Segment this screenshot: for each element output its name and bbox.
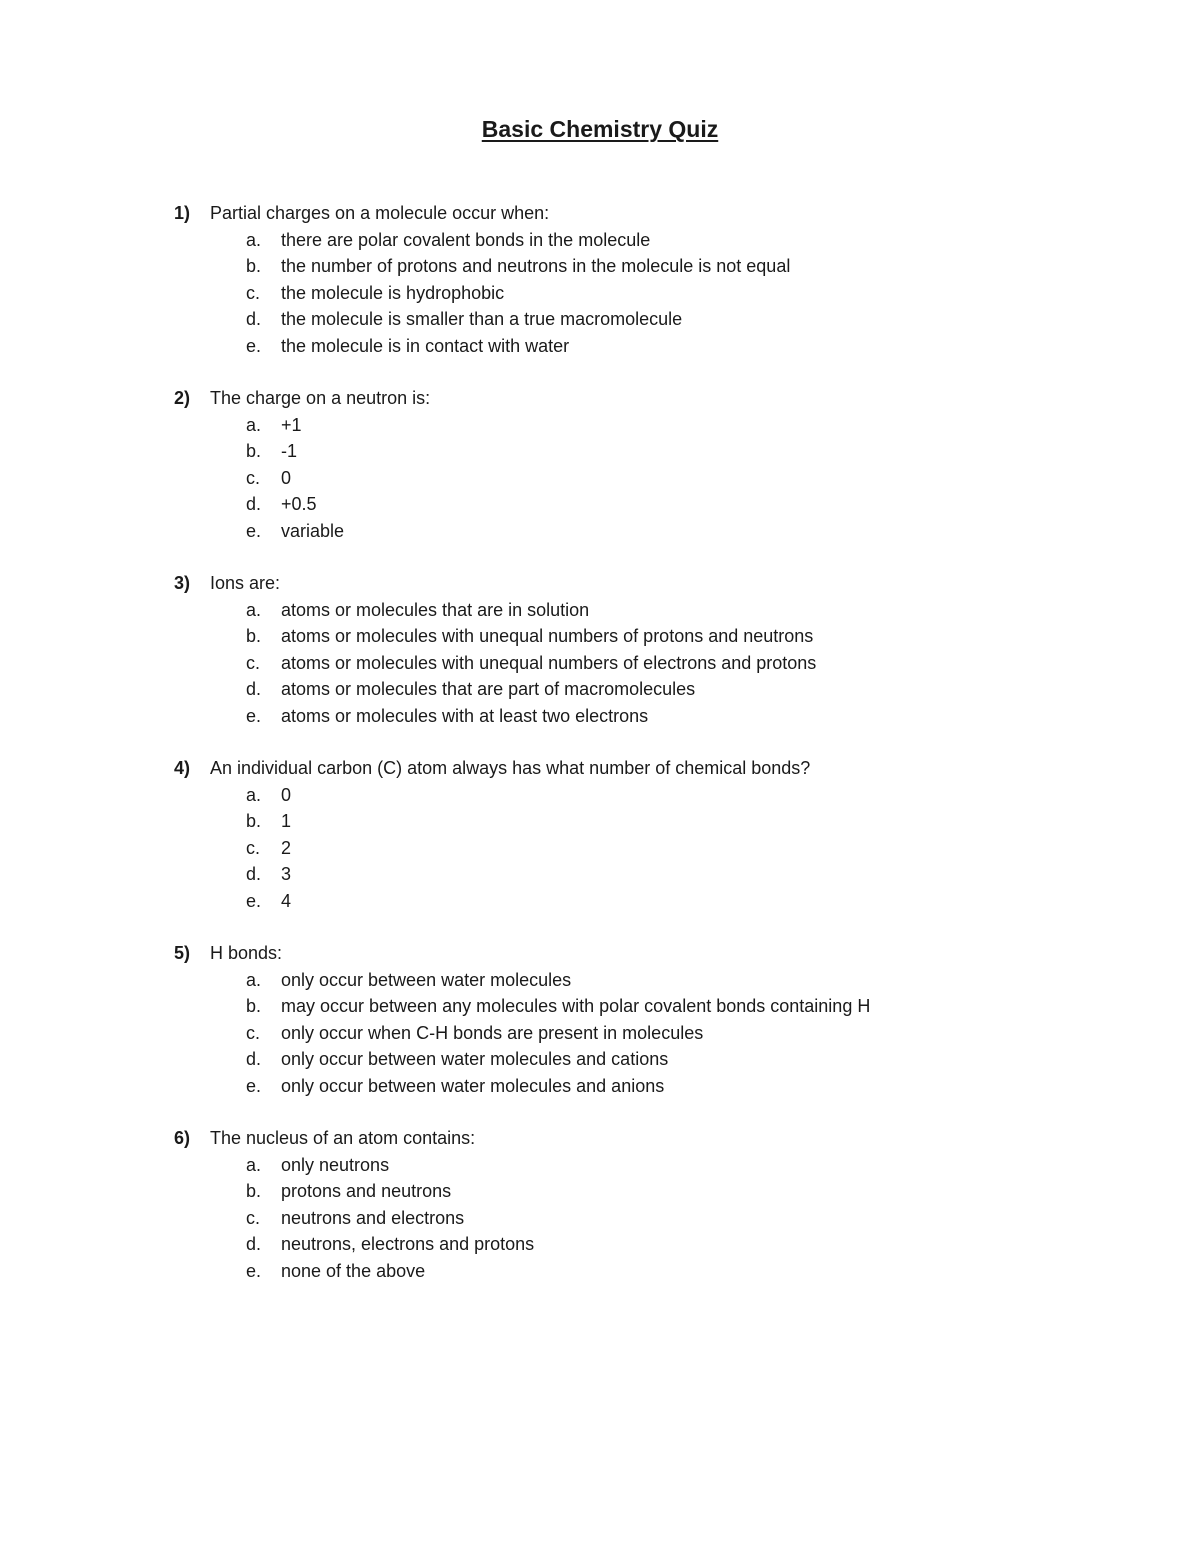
option-text: neutrons, electrons and protons	[281, 1234, 535, 1254]
question-text: H bonds:	[210, 943, 283, 963]
answer-option	[0, 1046, 1200, 1073]
answer-option	[0, 465, 1200, 492]
option-letter: b.	[246, 256, 262, 276]
option-letter: a.	[246, 599, 262, 620]
option-text: atoms or molecules that are in solution	[281, 599, 590, 620]
option-letter: b.	[246, 811, 262, 831]
option-text: atoms or molecules with at least two electrons	[281, 705, 649, 726]
option-letter: c.	[246, 467, 261, 488]
option-text: 0	[281, 784, 292, 805]
option-text: only occur when C-H bonds are present in molecules	[281, 1022, 704, 1043]
option-letter: d.	[246, 494, 262, 514]
answer-option	[0, 1073, 1200, 1100]
option-text: +0.5	[281, 494, 317, 514]
answer-option	[0, 412, 1200, 439]
option-letter: c.	[246, 652, 261, 673]
answer-option	[0, 1020, 1200, 1047]
question-4	[0, 755, 1200, 914]
answer-option	[0, 491, 1200, 518]
option-text: there are polar covalent bonds in the molecule	[281, 229, 651, 250]
option-letter: d.	[246, 864, 262, 884]
answer-option	[0, 280, 1200, 307]
option-text: the number of protons and neutrons in the molecule is not equal	[281, 256, 791, 276]
option-letter: e.	[246, 1260, 262, 1281]
answer-option	[0, 676, 1200, 703]
question-list	[0, 200, 1200, 1310]
option-text: 1	[281, 811, 292, 831]
question-text: Ions are:	[210, 573, 281, 593]
answer-option	[0, 861, 1200, 888]
option-text: 2	[281, 837, 292, 858]
answer-option	[0, 650, 1200, 677]
question-text: The charge on a neutron is:	[210, 388, 431, 408]
option-letter: a.	[246, 414, 262, 435]
option-letter: e.	[246, 890, 262, 911]
option-letter: a.	[246, 784, 262, 805]
question-text: The nucleus of an atom contains:	[210, 1128, 476, 1148]
option-text: none of the above	[281, 1260, 426, 1281]
question-stem	[0, 755, 1200, 782]
option-text: -1	[281, 441, 298, 461]
option-text: 0	[281, 467, 292, 488]
answer-option	[0, 835, 1200, 862]
option-letter: c.	[246, 282, 261, 303]
question-number: 1)	[174, 203, 191, 223]
option-text: only neutrons	[281, 1154, 390, 1175]
question-number: 6)	[174, 1128, 191, 1148]
answer-option	[0, 703, 1200, 730]
answer-option	[0, 518, 1200, 545]
option-text: only occur between water molecules and cations	[281, 1049, 669, 1069]
question-5	[0, 940, 1200, 1099]
answer-option	[0, 1152, 1200, 1179]
option-text: atoms or molecules with unequal numbers of electrons and protons	[281, 652, 817, 673]
option-text: the molecule is smaller than a true macromolecule	[281, 309, 683, 329]
question-stem	[0, 570, 1200, 597]
question-text: An individual carbon (C) atom always has what number of chemical bonds?	[210, 758, 811, 778]
answer-option	[0, 623, 1200, 650]
question-stem	[0, 940, 1200, 967]
option-letter: d.	[246, 679, 262, 699]
option-letter: e.	[246, 335, 262, 356]
option-text: variable	[281, 520, 345, 541]
answer-option	[0, 888, 1200, 915]
page-title-text: Basic Chemistry Quiz	[481, 116, 719, 142]
option-letter: e.	[246, 520, 262, 541]
option-text: only occur between water molecules	[281, 969, 572, 990]
question-2	[0, 385, 1200, 544]
option-letter: b.	[246, 626, 262, 646]
question-1	[0, 200, 1200, 359]
option-letter: a.	[246, 1154, 262, 1175]
answer-option	[0, 782, 1200, 809]
option-text: protons and neutrons	[281, 1181, 452, 1201]
option-letter: a.	[246, 229, 262, 250]
answer-option	[0, 253, 1200, 280]
question-number: 5)	[174, 943, 191, 963]
answer-option	[0, 993, 1200, 1020]
answer-option	[0, 333, 1200, 360]
answer-option	[0, 306, 1200, 333]
question-number: 4)	[174, 758, 191, 778]
option-letter: c.	[246, 1022, 261, 1043]
answer-option	[0, 808, 1200, 835]
option-text: +1	[281, 414, 302, 435]
answer-option	[0, 227, 1200, 254]
option-letter: b.	[246, 1181, 262, 1201]
option-letter: c.	[246, 837, 261, 858]
option-letter: b.	[246, 996, 262, 1016]
option-text: 3	[281, 864, 292, 884]
question-number: 3)	[174, 573, 191, 593]
option-letter: e.	[246, 1075, 262, 1096]
question-stem	[0, 385, 1200, 412]
option-text: the molecule is hydrophobic	[281, 282, 505, 303]
option-letter: b.	[246, 441, 262, 461]
option-text: atoms or molecules that are part of macromolecules	[281, 679, 696, 699]
answer-option	[0, 967, 1200, 994]
option-text: the molecule is in contact with water	[281, 335, 570, 356]
option-letter: d.	[246, 1049, 262, 1069]
answer-option	[0, 1178, 1200, 1205]
answer-option	[0, 438, 1200, 465]
question-6	[0, 1125, 1200, 1284]
option-text: neutrons and electrons	[281, 1207, 465, 1228]
option-letter: a.	[246, 969, 262, 990]
question-number: 2)	[174, 388, 191, 408]
answer-option	[0, 1205, 1200, 1232]
option-letter: d.	[246, 1234, 262, 1254]
page-title	[0, 113, 1200, 145]
option-text: only occur between water molecules and anions	[281, 1075, 665, 1096]
question-stem	[0, 200, 1200, 227]
option-letter: c.	[246, 1207, 261, 1228]
option-text: may occur between any molecules with polar covalent bonds containing H	[281, 996, 871, 1016]
option-text: 4	[281, 890, 292, 911]
answer-option	[0, 597, 1200, 624]
question-3	[0, 570, 1200, 729]
question-stem	[0, 1125, 1200, 1152]
answer-option	[0, 1231, 1200, 1258]
option-letter: d.	[246, 309, 262, 329]
option-text: atoms or molecules with unequal numbers of protons and neutrons	[281, 626, 814, 646]
answer-option	[0, 1258, 1200, 1285]
question-text: Partial charges on a molecule occur when:	[210, 203, 550, 223]
option-letter: e.	[246, 705, 262, 726]
